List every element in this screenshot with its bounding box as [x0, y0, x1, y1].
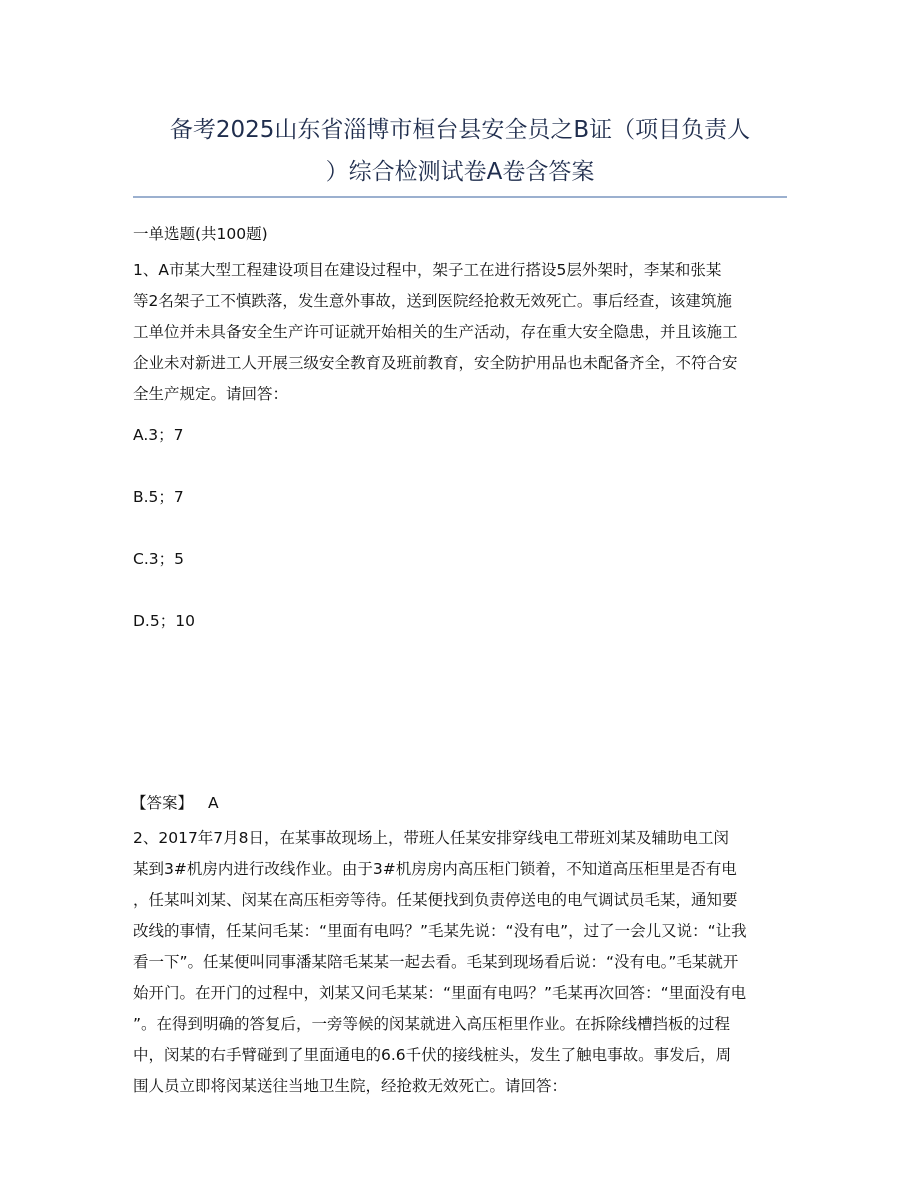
stem-line: 1、A市某大型工程建设项目在建设过程中，架子工在进行搭设5层外架时，李某和张某 — [133, 261, 722, 279]
option-d: D.5；10 — [133, 612, 195, 630]
stem-line: 企业未对新进工人开展三级安全教育及班前教育，安全防护用品也未配备齐全，不符合安 — [133, 354, 738, 372]
title-line: 备考2025山东省淄博市桓台县安全员之B证（项目负责人 — [169, 117, 751, 143]
stem-line: ，任某叫刘某、闵某在高压柜旁等待。任某便找到负责停送电的电气调试员毛某，通知要 — [133, 891, 738, 909]
section-header: 一单选题(共100题) — [133, 225, 268, 243]
answer-line — [131, 791, 219, 813]
stem-line: 等2名架子工不慎跌落，发生意外事故，送到医院经抢救无效死亡。事后经查，该建筑施 — [133, 292, 732, 310]
question-2-stem — [133, 823, 793, 1102]
stem-line: 2、2017年7月8日，在某事故现场上，带班人任某安排穿线电工带班刘某及辅助电工闵 — [133, 829, 730, 847]
document-title — [110, 109, 810, 193]
stem-line: 围人员立即将闵某送往当地卫生院，经抢救无效死亡。请回答： — [133, 1077, 568, 1095]
title-divider — [133, 196, 787, 198]
answer-label: 【答案】 — [131, 794, 194, 812]
stem-line: 改线的事情，任某问毛某：“里面有电吗？”毛某先说：“没有电”，过了一会儿又说：“让我 — [133, 922, 747, 940]
question-1-stem — [133, 255, 793, 410]
stem-line: 某到3#机房内进行改线作业。由于3#机房房内高压柜门锁着，不知道高压柜里是否有电 — [133, 860, 737, 878]
stem-line: 工单位并未具备安全生产许可证就开始相关的生产活动，存在重大安全隐患，并且该施工 — [133, 323, 738, 341]
option-a: A.3；7 — [133, 426, 184, 444]
stem-line: 始开门。在开门的过程中，刘某又问毛某某：“里面有电吗？”毛某再次回答：“里面没有电 — [133, 984, 747, 1002]
stem-line: 全生产规定。请回答： — [133, 385, 289, 403]
option-c: C.3；5 — [133, 550, 184, 568]
stem-line: 中，闵某的右手臂碰到了里面通电的6.6千伏的接线桩头，发生了触电事故。事发后，周 — [133, 1046, 732, 1064]
stem-line: 看一下”。任某便叫同事潘某陪毛某某一起去看。毛某到现场看后说：“没有电。”毛某就开 — [133, 953, 739, 971]
answer-value: A — [207, 794, 219, 812]
stem-line: ”。在得到明确的答复后，一旁等候的闵某就进入高压柜里作业。在拆除线槽挡板的过程 — [133, 1015, 731, 1033]
title-line: ）综合检测试卷A卷含答案 — [325, 159, 595, 185]
option-b: B.5；7 — [133, 488, 184, 506]
